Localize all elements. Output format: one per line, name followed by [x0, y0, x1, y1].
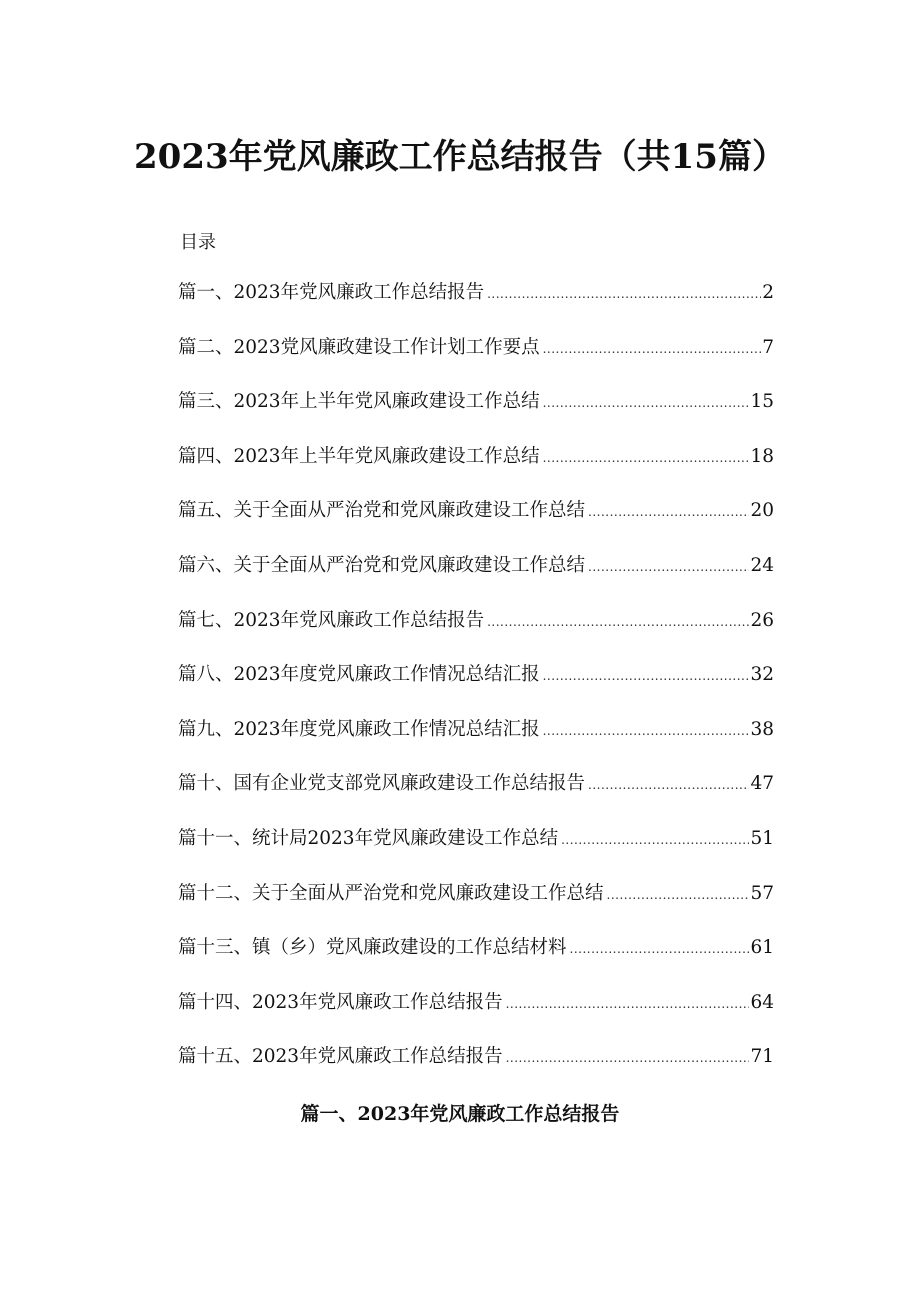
toc-entry-label: 篇十四、2023年党风廉政工作总结报告 [178, 991, 503, 1013]
section-title: 篇一、2023年党风廉政工作总结报告 [300, 1103, 620, 1125]
toc-page-number: 24 [750, 554, 774, 576]
toc-entry-label: 篇九、2023年度党风廉政工作情况总结汇报 [178, 718, 540, 740]
toc-leader-dots [487, 616, 749, 628]
toc-entry-label: 篇十、国有企业党支部党风廉政建设工作总结报告 [178, 773, 586, 795]
toc-entry-label: 篇八、2023年度党风廉政工作情况总结汇报 [178, 664, 540, 686]
toc-entry-11[interactable] [178, 827, 774, 885]
toc-page-number: 71 [750, 1046, 774, 1068]
toc-entry-7[interactable] [178, 609, 774, 667]
toc-entry-9[interactable] [178, 718, 774, 776]
toc-entry-label: 篇四、2023年上半年党风廉政建设工作总结 [178, 445, 540, 467]
table-of-contents [178, 284, 774, 1103]
toc-leader-dots [607, 889, 750, 901]
toc-leader-dots [570, 943, 750, 955]
toc-leader-dots [543, 343, 762, 355]
toc-entry-3[interactable] [178, 393, 774, 448]
toc-leader-dots [588, 561, 749, 573]
toc-entry-label: 篇十一、统计局2023年党风廉政建设工作总结 [178, 827, 559, 849]
toc-leader-dots [506, 1052, 750, 1064]
toc-entry-14[interactable] [178, 991, 774, 1049]
toc-page-number: 7 [762, 336, 774, 358]
toc-heading: 目录 [180, 232, 216, 253]
toc-entry-15[interactable] [178, 1048, 774, 1103]
toc-leader-dots [588, 506, 749, 518]
toc-entry-8[interactable] [178, 666, 774, 721]
toc-entry-6[interactable] [178, 554, 774, 612]
toc-leader-dots [506, 998, 750, 1010]
toc-page-number: 38 [750, 718, 774, 740]
toc-entry-label: 篇十五、2023年党风廉政工作总结报告 [178, 1046, 503, 1068]
toc-entry-label: 篇三、2023年上半年党风廉政建设工作总结 [178, 391, 540, 413]
toc-entry-label: 篇一、2023年党风廉政工作总结报告 [178, 282, 485, 303]
toc-entry-5[interactable] [178, 502, 774, 557]
toc-page-number: 57 [750, 882, 774, 904]
toc-page-number: 20 [750, 500, 774, 522]
toc-leader-dots [543, 725, 750, 737]
toc-entry-label: 篇五、关于全面从严治党和党风廉政建设工作总结 [178, 500, 586, 522]
toc-leader-dots [561, 834, 749, 846]
toc-leader-dots [543, 670, 750, 682]
toc-page-number: 2 [762, 282, 774, 303]
toc-leader-dots [543, 397, 750, 409]
toc-entry-1[interactable] [178, 284, 774, 339]
toc-entry-label: 篇二、2023党风廉政建设工作计划工作要点 [178, 336, 540, 358]
toc-entry-label: 篇十二、关于全面从严治党和党风廉政建设工作总结 [178, 882, 604, 904]
toc-leader-dots [487, 288, 761, 300]
toc-page-number: 47 [750, 773, 774, 795]
toc-page-number: 51 [750, 827, 774, 849]
toc-entry-13[interactable] [178, 939, 774, 994]
toc-entry-label: 篇七、2023年党风廉政工作总结报告 [178, 609, 485, 631]
toc-entry-label: 篇十三、镇（乡）党风廉政建设的工作总结材料 [178, 937, 567, 959]
toc-page-number: 26 [750, 609, 774, 631]
toc-page-number: 18 [750, 445, 774, 467]
toc-leader-dots [588, 779, 749, 791]
toc-page-number: 61 [750, 937, 774, 959]
toc-page-number: 15 [750, 391, 774, 413]
toc-entry-2[interactable] [178, 336, 774, 394]
toc-page-number: 64 [750, 991, 774, 1013]
toc-entry-label: 篇六、关于全面从严治党和党风廉政建设工作总结 [178, 554, 586, 576]
toc-entry-12[interactable] [178, 882, 774, 940]
toc-leader-dots [543, 452, 750, 464]
toc-page-number: 32 [750, 664, 774, 686]
document-title: 2023年党风廉政工作总结报告（共15篇） [134, 137, 786, 177]
toc-entry-4[interactable] [178, 445, 774, 503]
toc-entry-10[interactable] [178, 775, 774, 830]
